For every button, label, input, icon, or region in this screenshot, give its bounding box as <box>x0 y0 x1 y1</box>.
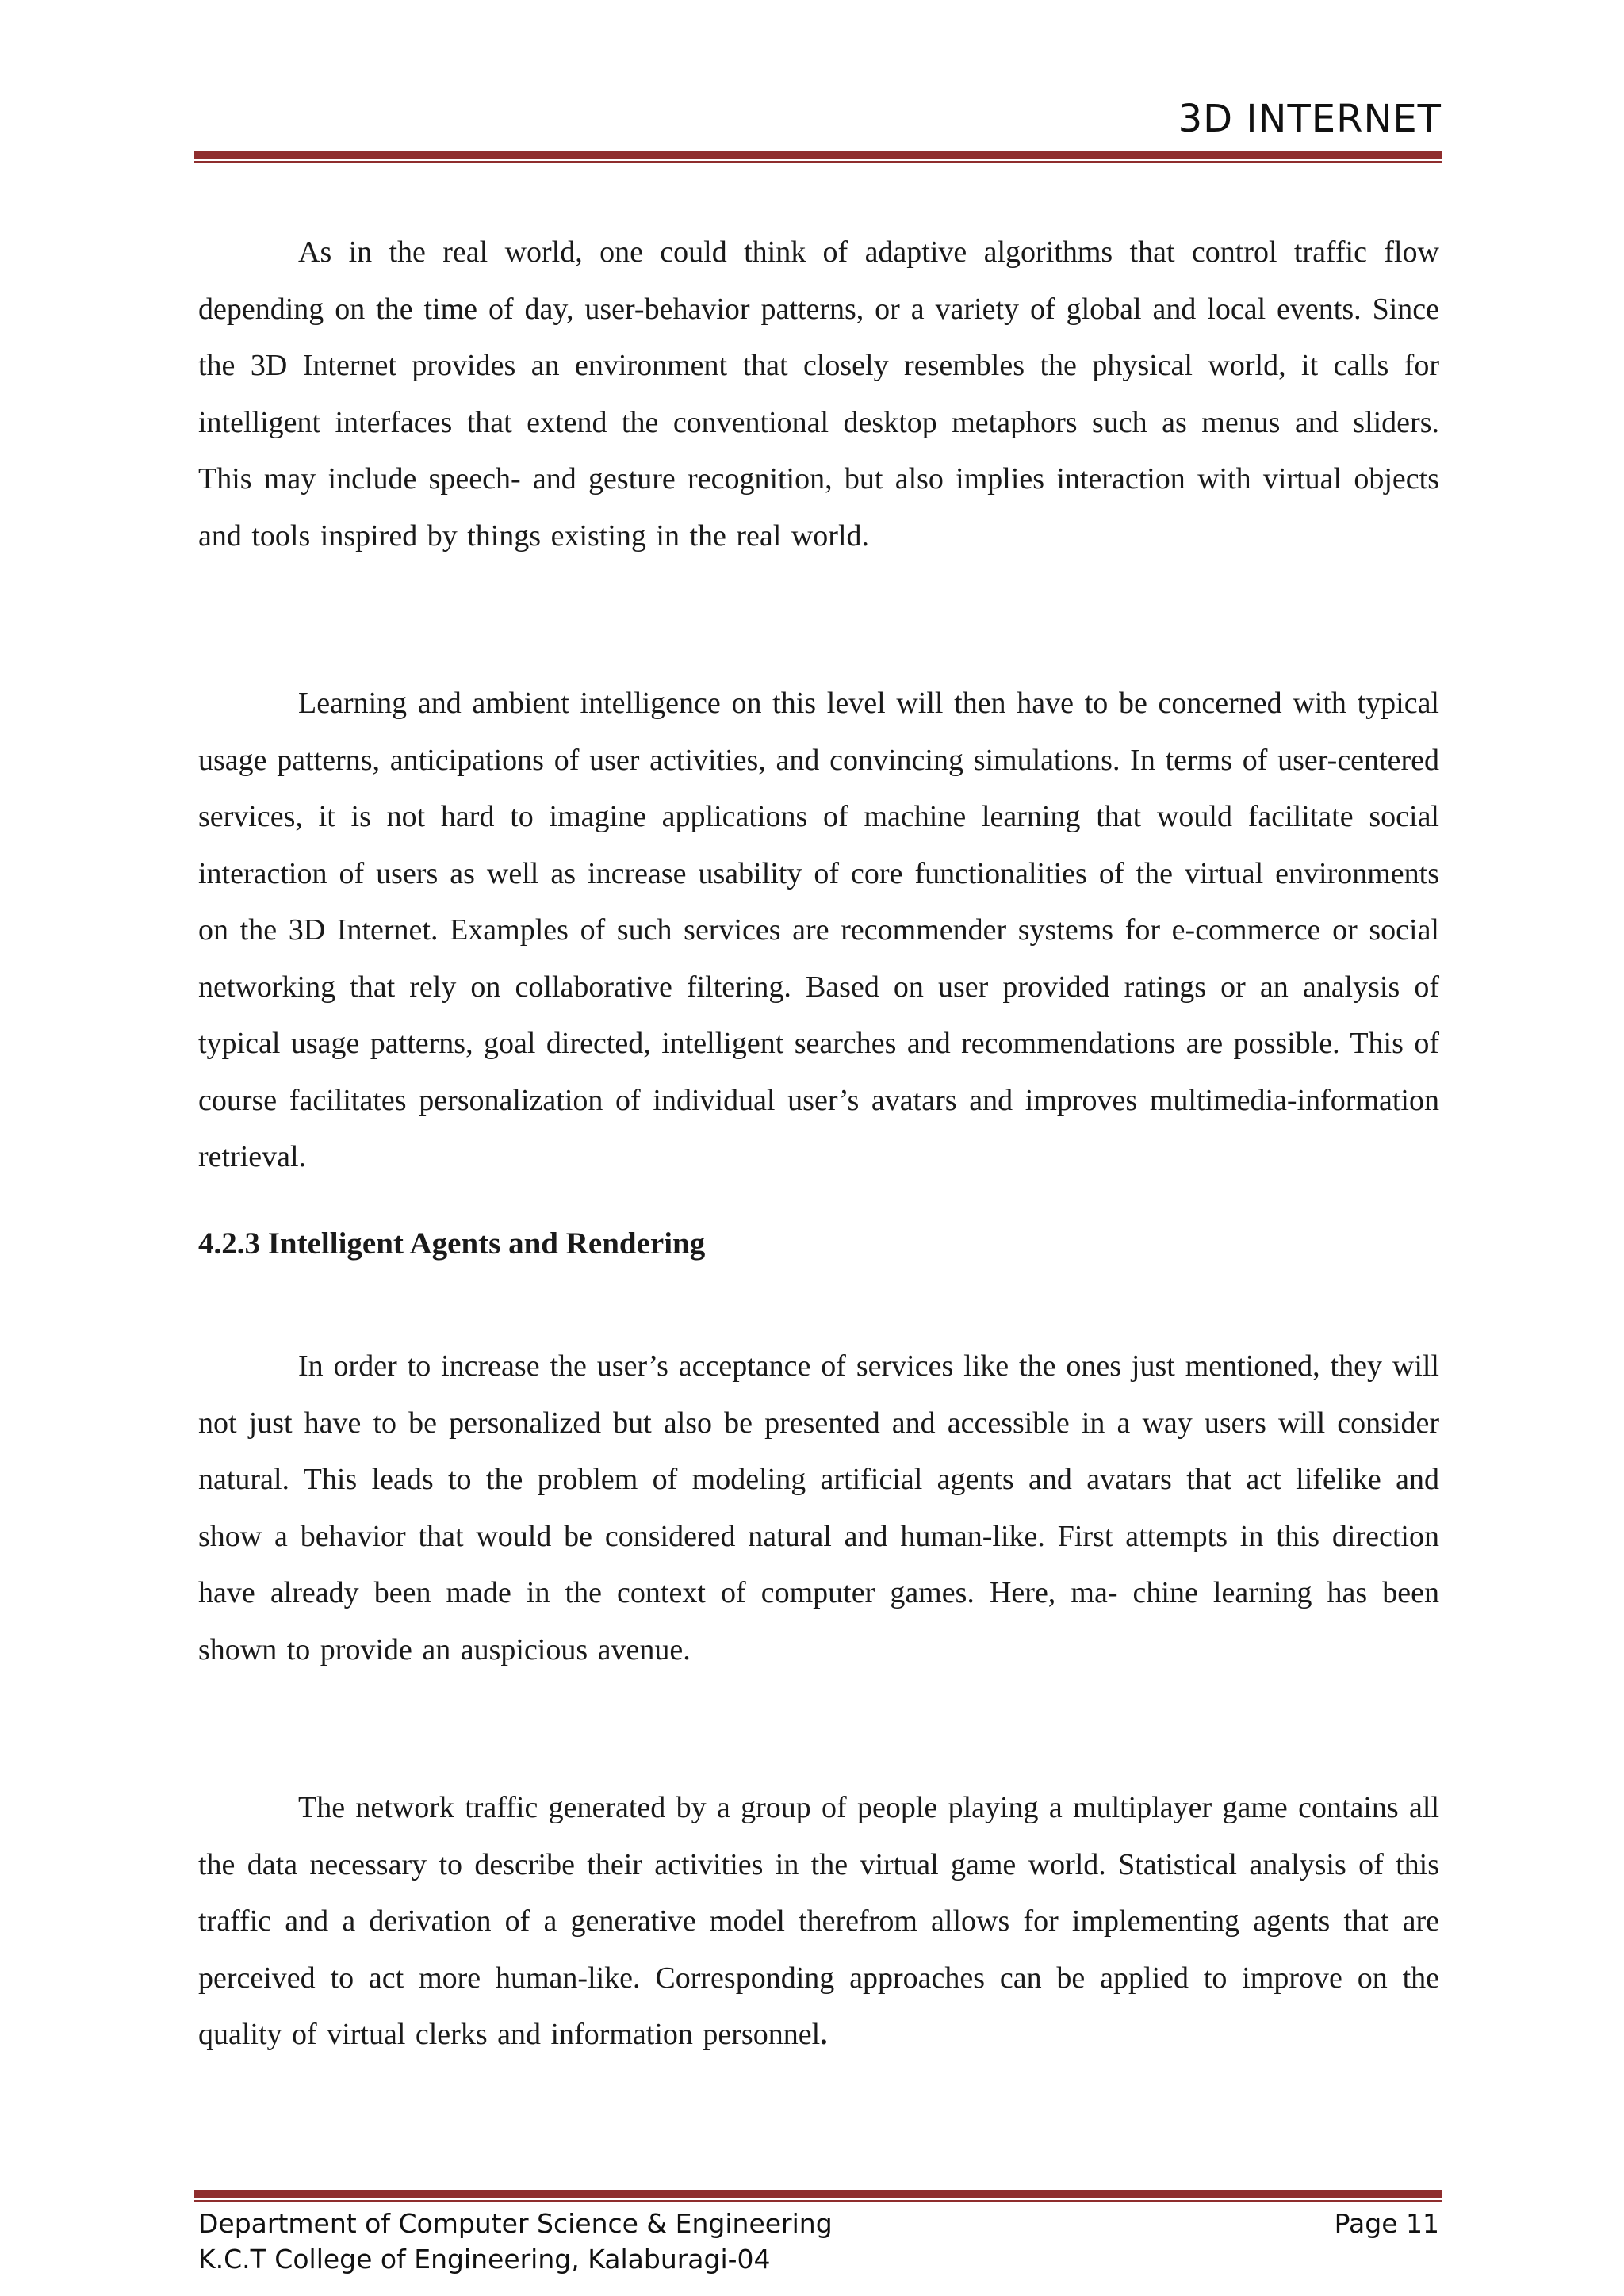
paragraph-user-acceptance: In order to increase the user’s acceptance of services like the ones just mentioned, they will not just have to be personalized but also be presented and accessible in a way users will consider natural. This leads to the problem of modeling artificial agents and avatars that act lifelike and show a behavior that would be considered natural and human-like. First attempts in this direction have already been made in the context of computer games. Here, ma- chine learning has been shown to provide an auspicious avenue. <box>198 1349 1439 1667</box>
section-heading: 4.2.3 Intelligent Agents and Rendering <box>198 1226 706 1261</box>
footer-first-line <box>198 2208 1439 2243</box>
footer-rule-thin <box>194 2200 1442 2202</box>
paragraph-network-traffic-text: The network traffic generated by a group of people playing a multiplayer game contains all the data necessary to describe their activities in the virtual game world. Statistical analysis of this traffic and a derivation of a generative model therefrom allows for implementing agents that are perceived to act more human-like. Corresponding approaches can be applied to improve on the quality of virtual clerks and information personnel <box>198 1791 1439 2051</box>
footer-rule-thick <box>194 2190 1442 2198</box>
footer-department: Department of Computer Science & Engineering <box>198 2208 833 2239</box>
paragraph-adaptive-algorithms: As in the real world, one could think of adaptive algorithms that control traffic flow depending on the time of day, user-behavior patterns, or a variety of global and local events. Since the 3D Internet provides an environment that closely resembles the physical world, it calls for intelligent interfaces that extend the conventional desktop metaphors such as menus and sliders. This may include speech- and gesture recognition, but also implies interaction with virtual objects and tools inspired by things existing in the real world. <box>198 235 1439 553</box>
header-rule-thick <box>194 151 1442 159</box>
paragraph-learning-ambient-intelligence: Learning and ambient intelligence on this level will then have to be concerned with typical usage patterns, anticipations of user activities, and convincing simulations. In terms of user-centered services, it is not hard to imagine applications of machine learning that would facilitate social interaction of users as well as increase usability of core functionalities of the virtual environments on the 3D Internet. Examples of such services are recommender systems for e-commerce or social networking that rely on collaborative filtering. Based on user provided ratings or an analysis of typical usage patterns, goal directed, intelligent searches and recommendations are possible. This of course facilitates personalization of individual user’s avatars and improves multimedia-information retrieval. <box>198 687 1439 1173</box>
footer-page-number: Page 11 <box>1334 2208 1439 2239</box>
paragraph-end-period: . <box>820 2018 828 2051</box>
footer-college: K.C.T College of Engineering, Kalaburagi-04 <box>198 2244 771 2275</box>
header-rule-thin <box>194 161 1442 163</box>
header-title: 3D INTERNET <box>1178 97 1442 141</box>
paragraph-network-traffic <box>198 1780 1439 2064</box>
